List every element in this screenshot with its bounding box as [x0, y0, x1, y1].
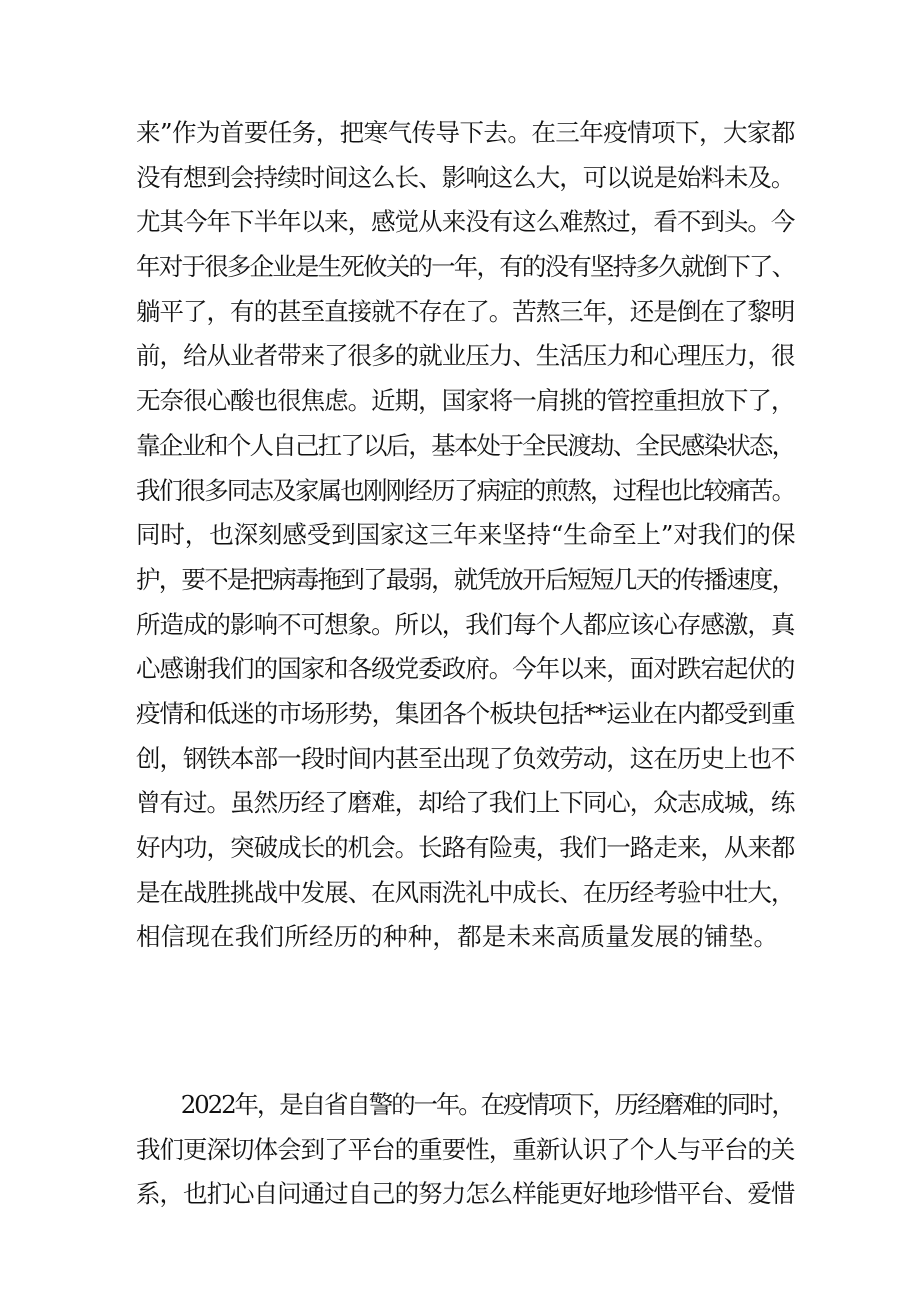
text-line: 所造成的影响不可想象。所以，我们每个人都应该心存感激，真 — [136, 609, 795, 639]
text-line: 系，也扪心自问通过自己的努力怎么样能更好地珍惜平台、爱惜 — [136, 1179, 795, 1209]
text-line: 无奈很心酸也很焦虑。近期，国家将一肩挑的管控重担放下了， — [136, 386, 795, 416]
text-line: 来”作为首要任务，把寒气传导下去。在三年疫情项下，大家都 — [136, 118, 795, 147]
text-line: 曾有过。虽然历经了磨难，却给了我们上下同心，众志成城，练 — [136, 788, 795, 818]
text-line: 我们更深切体会到了平台的重要性，重新认识了个人与平台的关 — [136, 1134, 795, 1164]
text-line: 相信现在我们所经历的种种，都是未来高质量发展的铺垫。 — [136, 922, 779, 952]
paragraph-2 — [136, 1083, 796, 1217]
text-line: 好内功，突破成长的机会。长路有险夷，我们一路走来，从来都 — [136, 833, 795, 862]
text-line: 没有想到会持续时间这么长、影响这么大，可以说是始料未及。 — [136, 162, 795, 192]
paragraph-1 — [136, 111, 796, 960]
text-line: 护，要不是把病毒拖到了最弱，就凭放开后短短几天的传播速度， — [136, 564, 795, 594]
text-line: 同时，也深刻感受到国家这三年来坚持“生命至上”对我们的保 — [136, 520, 796, 550]
text-line: 疫情和低迷的市场形势，集团各个板块包括**运业在内都受到重 — [136, 698, 795, 728]
text-line: 前，给从业者带来了很多的就业压力、生活压力和心理压力，很 — [136, 341, 795, 371]
text-line: 是在战胜挑战中发展、在风雨洗礼中成长、在历经考验中壮大， — [136, 877, 795, 907]
text-line: 年对于很多企业是生死攸关的一年，有的没有坚持多久就倒下了、 — [136, 252, 795, 282]
text-line: 靠企业和个人自己扛了以后，基本处于全民渡劫、全民感染状态， — [136, 430, 795, 460]
text-line: 心感谢我们的国家和各级党委政府。今年以来，面对跌宕起伏的 — [136, 654, 795, 684]
text-line: 我们很多同志及家属也刚刚经历了病症的煎熬，过程也比较痛苦。 — [136, 475, 795, 505]
text-line: 尤其今年下半年以来，感觉从来没有这么难熬过，看不到头。今 — [136, 207, 795, 237]
text-line: 创，钢铁本部一段时间内甚至出现了负效劳动，这在历史上也不 — [136, 743, 795, 773]
text-line: 躺平了，有的甚至直接就不存在了。苦熬三年，还是倒在了黎明 — [136, 296, 795, 326]
text-line: 2022年，是自省自警的一年。在疫情项下，历经磨难的同时， — [136, 1090, 794, 1119]
